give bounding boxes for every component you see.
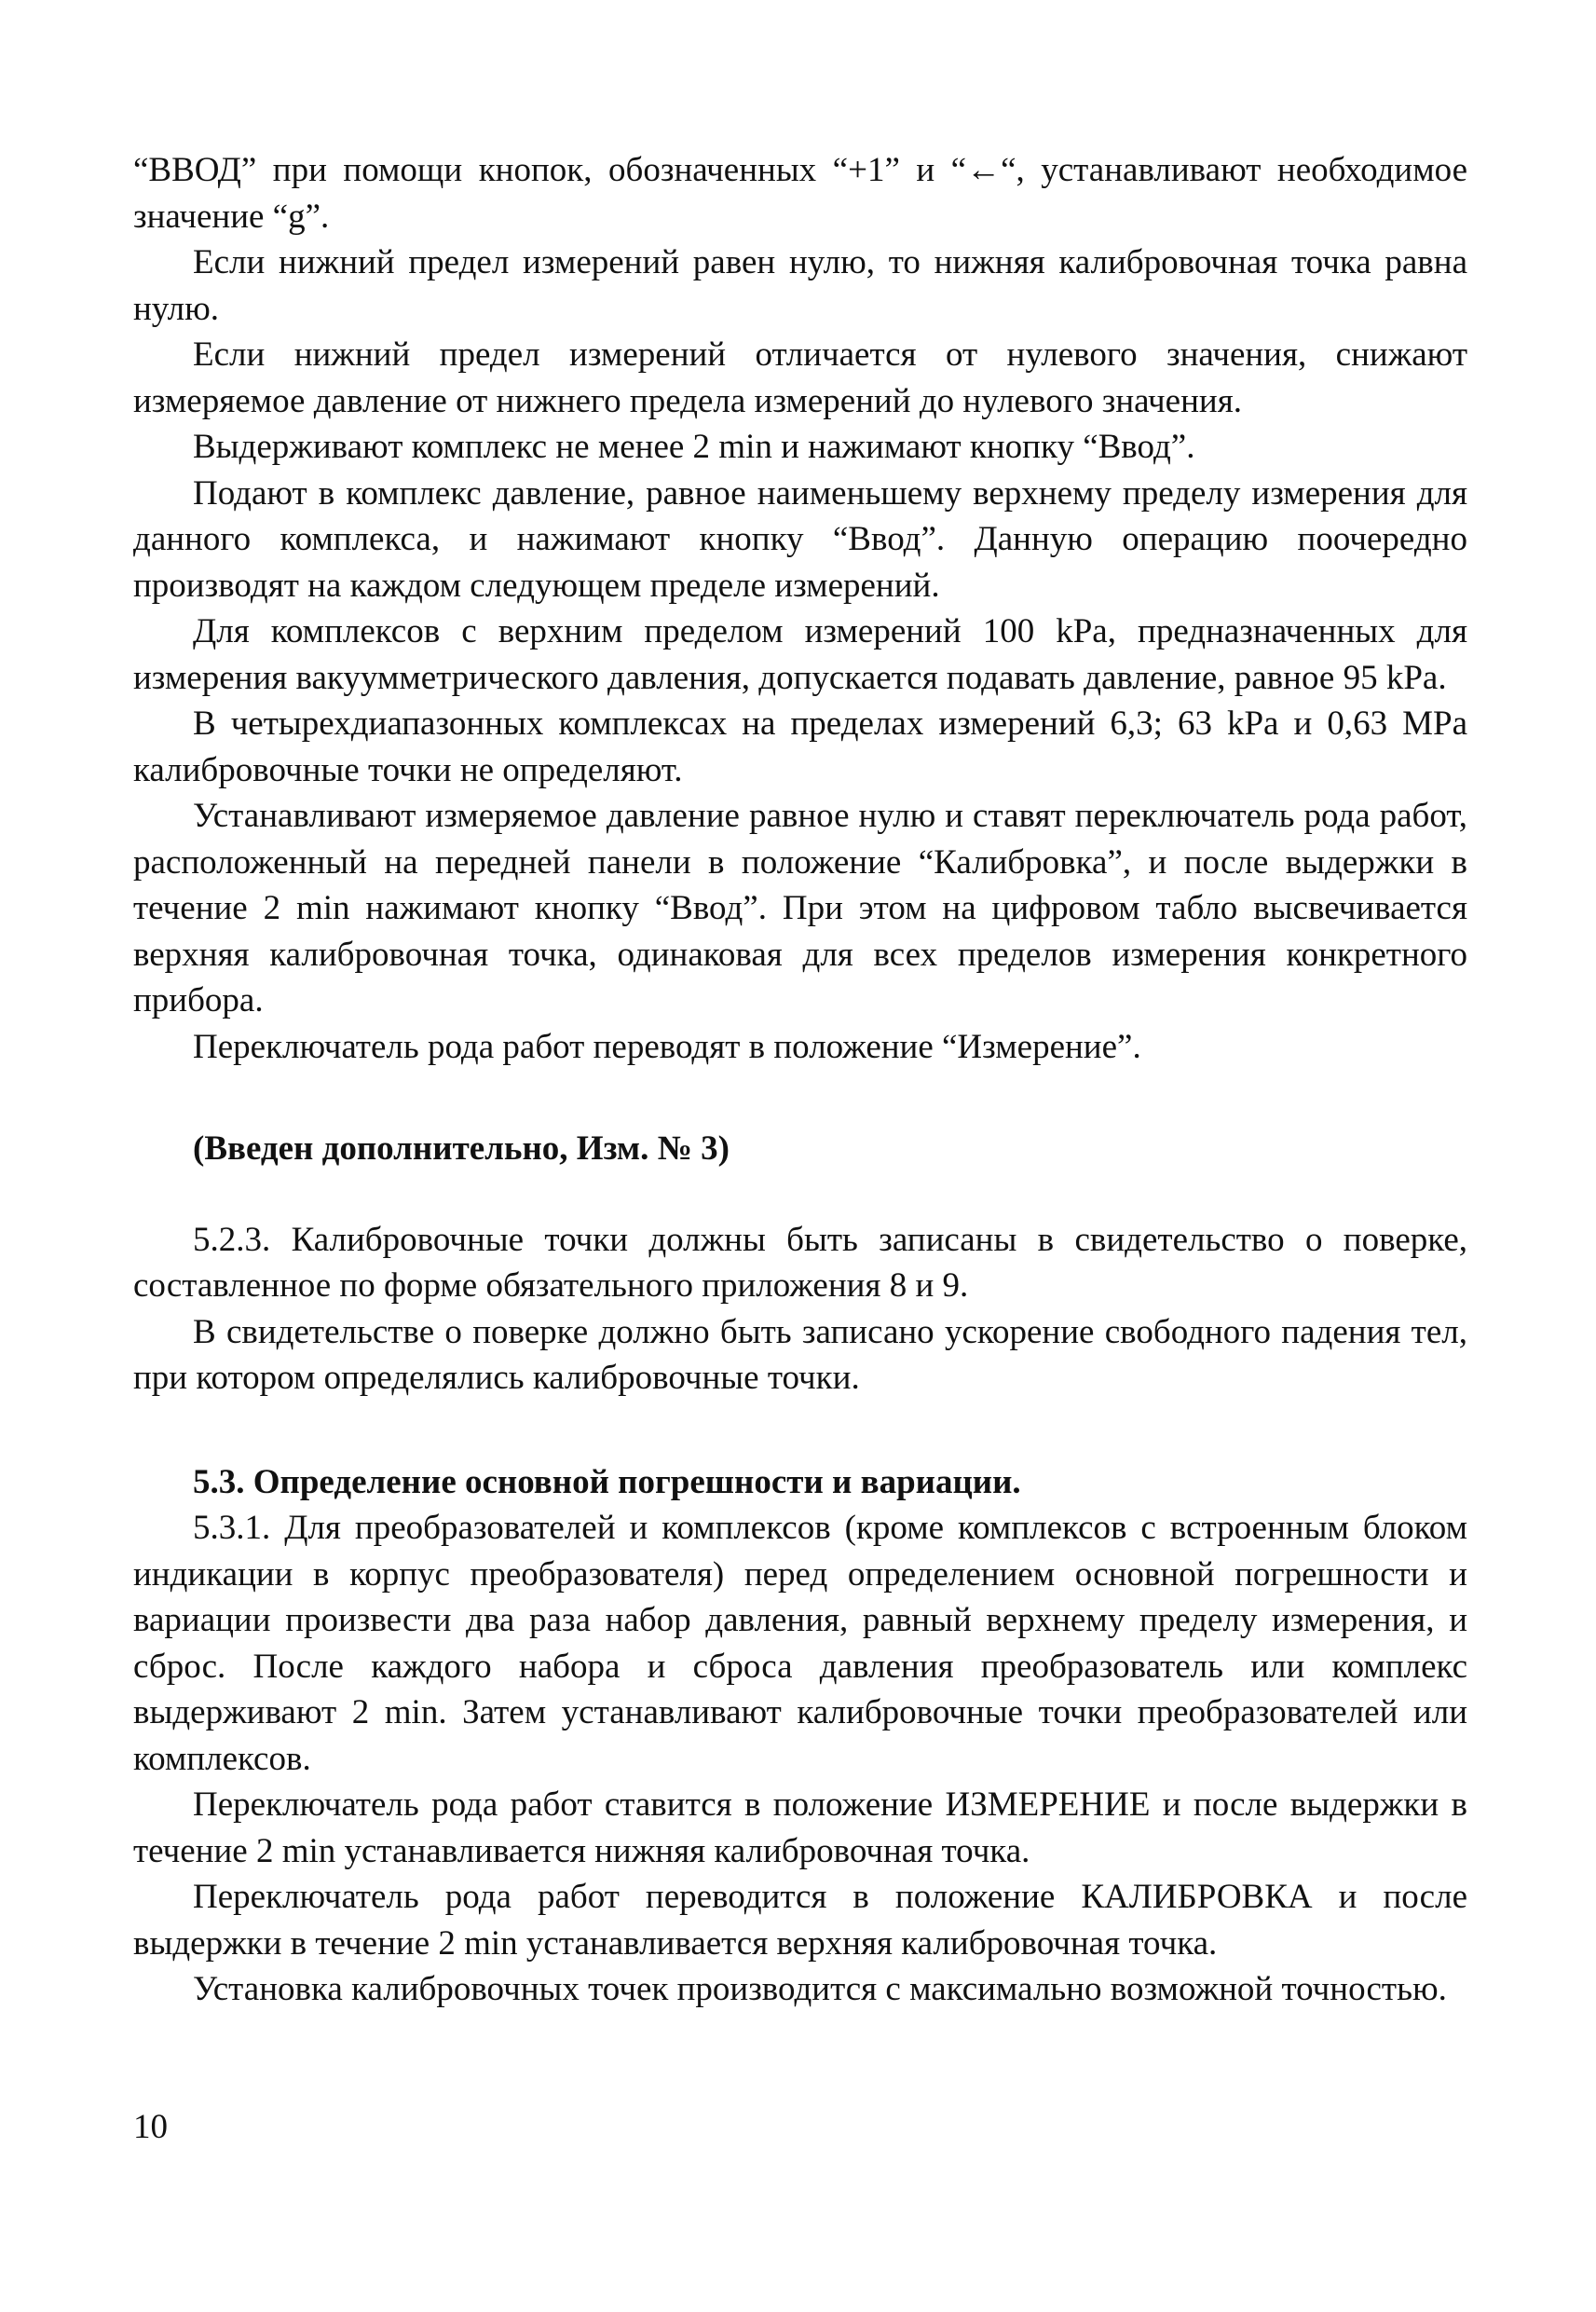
section-heading-5-3: 5.3. Определение основной погрешности и вариации. [193, 1462, 1021, 1501]
paragraph-5-2-3: 5.2.3. Калибровочные точки должны быть записаны в свидетельство о поверке, составленное по форме обязательного приложения 8 и 9. [133, 1220, 1467, 1305]
paragraph-input-procedure: “ВВОД” при помощи кнопок, обозначенных “+1” и “←“, устанавливают необходимое значение “g”. [133, 151, 1467, 236]
paragraph-gravity-acceleration: В свидетельстве о поверке должно быть записано ускорение свободного падения тел, при котором определялись калибровочные точки. [133, 1312, 1467, 1397]
page-number: 10 [133, 2108, 168, 2146]
paragraph-measurement-lower-point: Переключатель рода работ ставится в положение ИЗМЕРЕНИЕ и после выдержки в течение 2 min устанавливается нижняя калибровочная точка. [133, 1785, 1467, 1870]
paragraph-four-range: В четырехдиапазонных комплексах на пределах измерений 6,3; 63 kPa и 0,63 MPa калибровочные точки не определяют. [133, 705, 1467, 789]
amendment-note: (Введен дополнительно, Изм. № 3) [193, 1129, 730, 1168]
paragraph-lower-limit-nonzero: Если нижний предел измерений отличается от нулевого значения, снижают измеряемое давление от нижнего предела измерений до нулевого значения. [133, 335, 1467, 420]
document-page [133, 147, 1467, 2013]
paragraph-calibration-upper-point: Переключатель рода работ переводится в положение КАЛИБРОВКА и после выдержки в течение 2 min устанавливается верхняя калибровочная точка. [133, 1878, 1467, 1963]
paragraph-apply-pressure: Подают в комплекс давление, равное наименьшему верхнему пределу измерения для данного комплекса, и нажимают кнопку “Ввод”. Данную операцию поочередно производят на каждом следующем пределе измерений. [133, 473, 1467, 605]
paragraph-calibration-mode: Устанавливают измеряемое давление равное нулю и ставят переключатель рода работ, расположенный на передней панели в положение “Калибровка”, и после выдержки в течение 2 min нажимают кнопку “Ввод”. При этом на цифровом табло высвечивается верхняя калибровочная точка, одинаковая для всех пределов измерения конкретного прибора. [133, 797, 1467, 1019]
paragraph-lower-limit-zero: Если нижний предел измерений равен нулю, то нижняя калибровочная точка равна нулю. [133, 243, 1467, 328]
paragraph-measurement-mode: Переключатель рода работ переводят в положение “Измерение”. [193, 1027, 1141, 1066]
paragraph-5-3-1: 5.3.1. Для преобразователей и комплексов (кроме комплексов с встроенным блоком индикации в корпус преобразователя) перед определением основной погрешности и вариации произвести два раза набор давления, равный верхнему пределу измерения, и сброс. После каждого набора и сброса давления преобразователь или комплекс выдерживают 2 min. Затем устанавливают калибровочные точки преобразователей или комплексов. [133, 1509, 1467, 1778]
paragraph-max-accuracy: Установка калибровочных точек производится с максимально возможной точностью. [193, 1970, 1447, 2008]
paragraph-hold-and-enter: Выдерживают комплекс не менее 2 min и нажимают кнопку “Ввод”. [193, 428, 1195, 466]
paragraph-vacuum-100kpa: Для комплексов с верхним пределом измерений 100 kPa, предназначенных для измерения вакуумметрического давления, допускается подавать давление, равное 95 kPa. [133, 612, 1467, 697]
